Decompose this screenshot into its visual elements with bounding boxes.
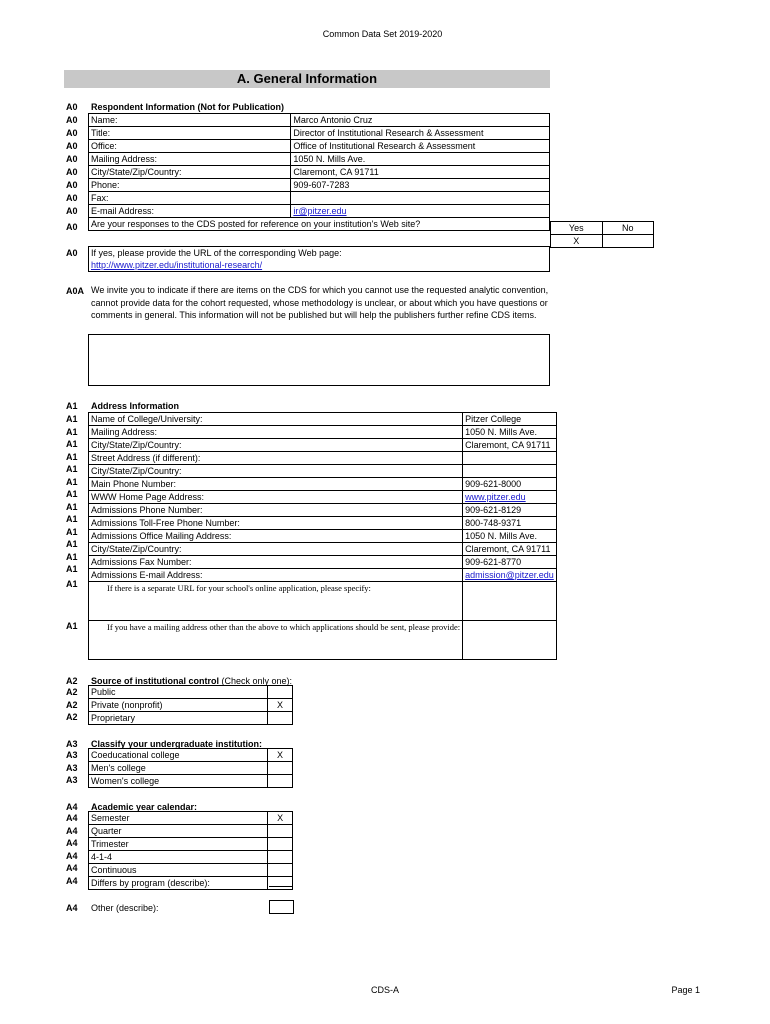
admission-email-link[interactable]: admission@pitzer.edu <box>465 570 554 580</box>
footer-center: CDS-A <box>370 985 399 995</box>
option-checkbox[interactable] <box>268 838 293 851</box>
table-row <box>89 114 550 127</box>
a2-heading-text: Source of institutional control <box>91 676 219 686</box>
field-label: Mailing Address: <box>89 153 291 166</box>
other-label: Other (describe): <box>91 903 159 913</box>
table-row <box>89 686 293 699</box>
table-row <box>89 556 557 569</box>
option-label: Differs by program (describe): <box>89 877 268 890</box>
field-label: City/State/Zip/Country: <box>89 543 463 556</box>
field-value: Claremont, CA 91711 <box>463 543 557 556</box>
field-value: Office of Institutional Research & Assessment <box>291 140 550 153</box>
field-value: Claremont, CA 91711 <box>291 166 550 179</box>
field-value <box>291 205 550 218</box>
field-value: 909-621-8000 <box>463 478 557 491</box>
option-checkbox[interactable] <box>268 775 293 788</box>
field-value: 909-621-8129 <box>463 504 557 517</box>
row-code: A1 <box>66 489 78 499</box>
divider <box>269 886 293 887</box>
comments-textarea[interactable] <box>88 334 550 386</box>
field-label: Phone: <box>89 179 291 192</box>
option-checkbox[interactable] <box>268 851 293 864</box>
row-code: A0 <box>66 206 78 216</box>
field-label: Name of College/University: <box>89 413 463 426</box>
field-label: WWW Home Page Address: <box>89 491 463 504</box>
field-label: Main Phone Number: <box>89 478 463 491</box>
row-code: A1 <box>66 621 78 631</box>
table-row <box>89 426 557 439</box>
row-code: A0 <box>66 141 78 151</box>
table-row <box>89 762 293 775</box>
field-label: Office: <box>89 140 291 153</box>
field-label: Mailing Address: <box>89 426 463 439</box>
table-row <box>89 140 550 153</box>
a4-calendar-table <box>88 811 293 890</box>
page-number: Page 1 <box>671 985 700 995</box>
field-label: Fax: <box>89 192 291 205</box>
a1-address-table <box>88 412 557 660</box>
a0a-code: A0A <box>66 286 85 296</box>
yes-no-table <box>550 221 654 248</box>
table-row <box>89 504 557 517</box>
field-label: Street Address (if different): <box>89 452 463 465</box>
option-label: Private (nonprofit) <box>89 699 268 712</box>
option-checkbox[interactable] <box>268 712 293 725</box>
field-label: City/State/Zip/Country: <box>89 166 291 179</box>
table-row <box>89 749 293 762</box>
field-value <box>463 569 557 582</box>
row-code: A2 <box>66 712 78 722</box>
url-box <box>88 246 550 272</box>
table-row <box>89 478 557 491</box>
table-row <box>89 465 557 478</box>
field-label: E-mail Address: <box>89 205 291 218</box>
table-row <box>89 413 557 426</box>
row-code: A1 <box>66 564 78 574</box>
row-code: A4 <box>66 863 78 873</box>
section-code: A0 <box>66 102 78 112</box>
row-code: A1 <box>66 439 78 449</box>
no-checkbox[interactable] <box>602 235 653 248</box>
option-checkbox[interactable] <box>268 877 293 890</box>
option-checkbox[interactable]: X <box>268 699 293 712</box>
a0-heading: Respondent Information (Not for Publication) <box>91 102 284 112</box>
option-label: Continuous <box>89 864 268 877</box>
field-value <box>291 192 550 205</box>
option-label: 4-1-4 <box>89 851 268 864</box>
row-code: A2 <box>66 699 78 710</box>
table-row <box>89 851 293 864</box>
field-value: 909-607-7283 <box>291 179 550 192</box>
option-label: Women's college <box>89 775 268 788</box>
section-title: A. General Information <box>64 70 550 88</box>
field-value: 1050 N. Mills Ave. <box>463 530 557 543</box>
table-row <box>89 491 557 504</box>
field-value: 1050 N. Mills Ave. <box>291 153 550 166</box>
field-value: 1050 N. Mills Ave. <box>463 426 557 439</box>
table-row <box>89 192 550 205</box>
field-value: 800-748-9371 <box>463 517 557 530</box>
field-value: Pitzer College <box>463 413 557 426</box>
option-label: Public <box>89 686 268 699</box>
a0-respondent-table <box>88 113 550 231</box>
option-checkbox[interactable] <box>268 686 293 699</box>
field-value: Marco Antonio Cruz <box>291 114 550 127</box>
row-code: A1 <box>66 526 78 537</box>
option-label: Proprietary <box>89 712 268 725</box>
row-code: A0 <box>66 222 78 232</box>
table-row <box>89 439 557 452</box>
table-row <box>89 127 550 140</box>
row-code: A2 <box>66 687 78 697</box>
row-code: A3 <box>66 762 78 773</box>
row-code: A4 <box>66 813 78 823</box>
field-label: Title: <box>89 127 291 140</box>
row-code: A0 <box>66 115 78 125</box>
row-code: A1 <box>66 426 78 437</box>
url-prompt: If yes, please provide the URL of the corresponding Web page: <box>91 248 342 258</box>
table-row <box>89 543 557 556</box>
row-code: A1 <box>66 539 78 549</box>
row-code: A1 <box>66 551 78 562</box>
table-row <box>89 775 293 788</box>
table-row <box>89 569 557 582</box>
a1-heading: Address Information <box>91 401 180 411</box>
field-value: 909-621-8770 <box>463 556 557 569</box>
table-row <box>89 825 293 838</box>
field-value <box>463 452 557 465</box>
table-row <box>89 877 293 890</box>
row-code: A0 <box>66 193 78 203</box>
option-checkbox[interactable]: X <box>268 812 293 825</box>
table-row <box>89 812 293 825</box>
field-label: Admissions Phone Number: <box>89 504 463 517</box>
a0a-text: We invite you to indicate if there are items on the CDS for which you cannot use the requested analytic convention, cannot provide data for the cohort requested, whose methodology is unclear, or about which you have questions or comments in general. This information will not be published but will help the publishers further refine CDS items. <box>91 285 549 320</box>
row-code: A4 <box>66 838 78 848</box>
table-row <box>89 582 557 621</box>
option-checkbox[interactable] <box>268 825 293 838</box>
option-label: Coeducational college <box>89 749 268 762</box>
table-row <box>89 530 557 543</box>
section-code: A2 <box>66 676 78 686</box>
email-link[interactable]: ir@pitzer.edu <box>293 206 347 216</box>
other-checkbox[interactable] <box>269 900 294 914</box>
row-code: A0 <box>66 154 78 164</box>
application-address-input[interactable] <box>463 621 557 660</box>
table-row <box>89 205 550 218</box>
table-row <box>89 712 293 725</box>
row-code: A4 <box>66 850 78 861</box>
a3-heading: Classify your undergraduate institution: <box>91 739 263 749</box>
homepage-link[interactable]: www.pitzer.edu <box>465 492 526 502</box>
row-code: A1 <box>66 476 78 487</box>
row-code: A1 <box>66 501 78 512</box>
table-row <box>89 452 557 465</box>
row-code: A0 <box>66 248 78 258</box>
row-code: A4 <box>66 825 78 836</box>
table-row <box>89 517 557 530</box>
table-row <box>89 621 557 660</box>
row-code: A1 <box>66 579 78 589</box>
field-label: City/State/Zip/Country: <box>89 439 463 452</box>
field-label: Admissions E-mail Address: <box>89 569 463 582</box>
row-code: A3 <box>66 750 78 760</box>
row-code: A1 <box>66 414 78 424</box>
field-value: Claremont, CA 91711 <box>463 439 557 452</box>
row-code: A1 <box>66 451 78 462</box>
row-code: A4 <box>66 875 78 886</box>
row-code: A1 <box>66 464 78 474</box>
option-checkbox[interactable] <box>268 864 293 877</box>
row-code: A3 <box>66 775 78 785</box>
table-row <box>89 864 293 877</box>
option-label: Semester <box>89 812 268 825</box>
a2-heading-suffix: (Check only one): <box>219 676 293 686</box>
a4-heading: Academic year calendar: <box>91 802 198 812</box>
option-checkbox[interactable] <box>268 762 293 775</box>
ir-url-link[interactable]: http://www.pitzer.edu/institutional-research/ <box>91 260 263 270</box>
option-label: Men's college <box>89 762 268 775</box>
a3-classify-table <box>88 748 293 788</box>
table-row <box>89 179 550 192</box>
field-value <box>463 465 557 478</box>
a2-control-table <box>88 685 293 725</box>
field-label: Admissions Fax Number: <box>89 556 463 569</box>
field-label: City/State/Zip/Country: <box>89 465 463 478</box>
field-label: Admissions Office Mailing Address: <box>89 530 463 543</box>
row-code: A4 <box>66 903 78 913</box>
field-label: Name: <box>89 114 291 127</box>
no-label: No <box>602 222 653 235</box>
section-code: A1 <box>66 401 78 411</box>
field-value: Director of Institutional Research & Assessment <box>291 127 550 140</box>
cds-posted-question: Are your responses to the CDS posted for reference on your institution's Web site? <box>89 218 550 231</box>
row-code: A1 <box>66 514 78 524</box>
field-value <box>463 491 557 504</box>
table-row <box>89 218 550 231</box>
section-code: A4 <box>66 802 78 812</box>
table-row <box>89 153 550 166</box>
page-header: Common Data Set 2019-2020 <box>322 29 443 39</box>
row-code: A0 <box>66 128 78 138</box>
row-code: A0 <box>66 167 78 177</box>
table-row <box>89 838 293 851</box>
yes-checkbox[interactable]: X <box>551 235 603 248</box>
field-label: If there is a separate URL for your school's online application, please specify: <box>89 582 463 621</box>
section-code: A3 <box>66 739 78 749</box>
option-label: Quarter <box>89 825 268 838</box>
option-checkbox[interactable]: X <box>268 749 293 762</box>
option-label: Trimester <box>89 838 268 851</box>
field-label: If you have a mailing address other than the above to which applications should be sent, please provide: <box>89 621 463 660</box>
field-label: Admissions Toll-Free Phone Number: <box>89 517 463 530</box>
yes-label: Yes <box>551 222 603 235</box>
table-row <box>89 166 550 179</box>
row-code: A0 <box>66 180 78 190</box>
table-row <box>89 699 293 712</box>
online-app-url-input[interactable] <box>463 582 557 621</box>
